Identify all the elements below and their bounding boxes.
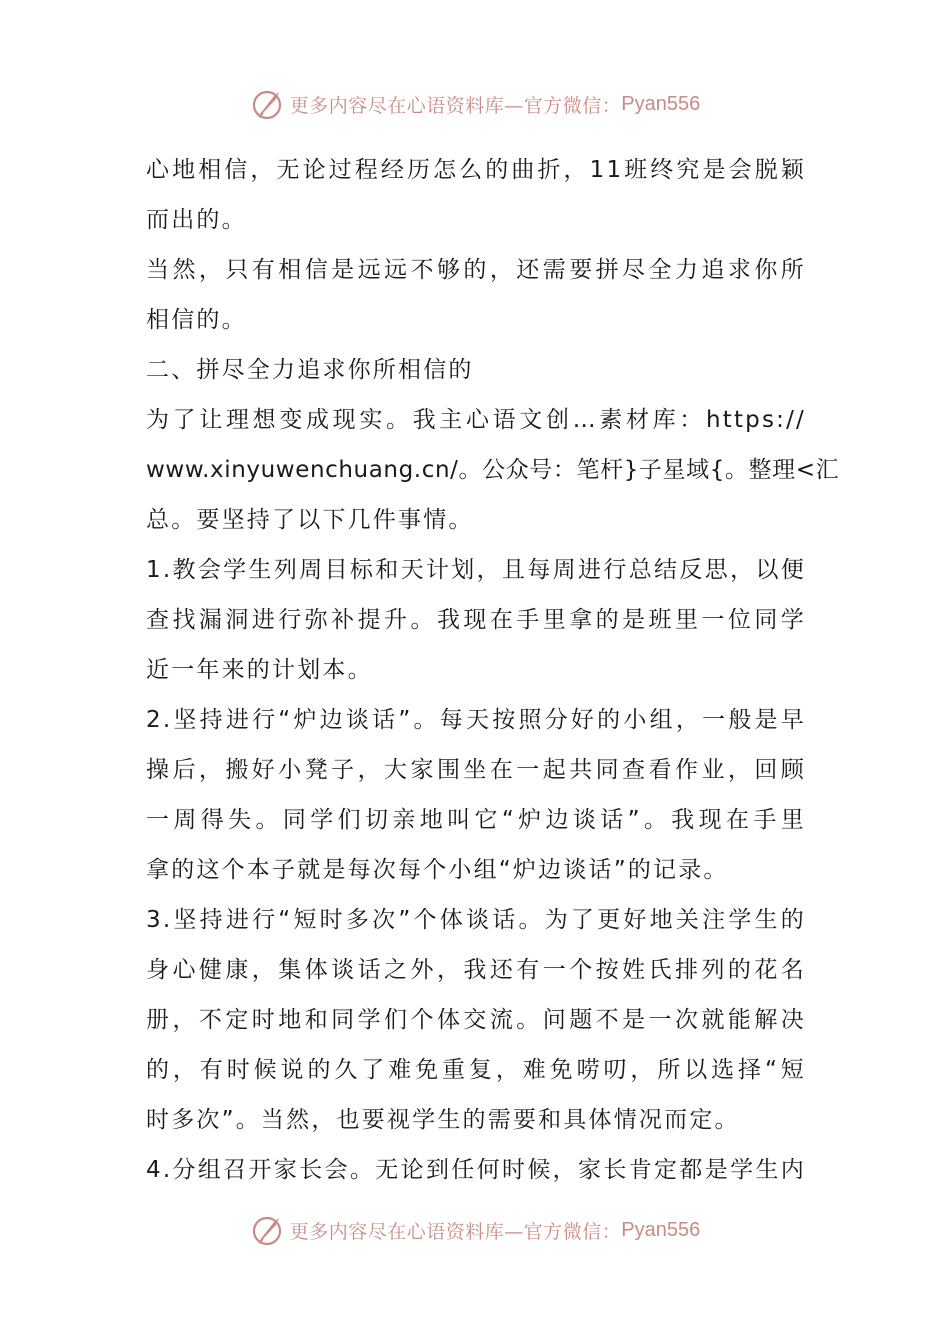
text-line: 近一年来的计划本。 — [146, 657, 373, 683]
text-line: 心地相信，无论过程经历怎么的曲折，11班终究是会脱颖 — [146, 157, 806, 183]
section-heading: 二、拼尽全力追求你所相信的 — [146, 357, 474, 383]
text-line: 2.坚持进行“炉边谈话”。每天按照分好的小组，一般是早 — [146, 707, 806, 733]
text-line: 册，不定时地和同学们个体交流。问题不是一次就能解决 — [146, 1007, 806, 1033]
text-line: 查找漏洞进行弥补提升。我现在手里拿的是班里一位同学 — [146, 607, 806, 633]
quill-logo-icon — [250, 1212, 286, 1248]
text-line: 的，有时候说的久了难免重复，难免唠叨，所以选择“短 — [146, 1057, 806, 1083]
text-line: www.xinyuwenchuang.cn/。公众号：笔杆}子星域{。整理<汇 — [146, 457, 840, 483]
header-watermark — [0, 84, 950, 124]
quill-logo-icon — [250, 86, 286, 122]
text-line: 为了让理想变成现实。我主心语文创…素材库：https:// — [146, 407, 806, 433]
text-line: 一周得失。同学们切亲地叫它“炉边谈话”。我现在手里 — [146, 807, 806, 833]
footer-watermark — [0, 1210, 950, 1250]
watermark-wechat-id: Pyan556 — [621, 92, 701, 115]
document-body — [146, 145, 840, 1195]
watermark-text: 更多内容尽在心语资料库—官方微信： — [289, 94, 622, 117]
text-line: 1.教会学生列周目标和天计划，且每周进行总结反思，以便 — [146, 557, 806, 583]
watermark-wechat-id: Pyan556 — [621, 1218, 701, 1241]
text-line: 而出的。 — [146, 207, 247, 233]
text-line: 操后，搬好小凳子，大家围坐在一起共同查看作业，回顾 — [146, 757, 806, 783]
text-line: 当然，只有相信是远远不够的，还需要拼尽全力追求你所 — [146, 257, 806, 283]
text-line: 身心健康，集体谈话之外，我还有一个按姓氏排列的花名 — [146, 957, 806, 983]
watermark-text: 更多内容尽在心语资料库—官方微信： — [289, 1220, 622, 1243]
text-line: 4.分组召开家长会。无论到任何时候，家长肯定都是学生内 — [146, 1157, 806, 1183]
text-line: 3.坚持进行“短时多次”个体谈话。为了更好地关注学生的 — [146, 907, 806, 933]
text-line: 总。要坚持了以下几件事情。 — [146, 507, 474, 533]
text-line: 相信的。 — [146, 307, 247, 333]
text-line: 时多次”。当然，也要视学生的需要和具体情况而定。 — [146, 1107, 740, 1133]
text-line: 拿的这个本子就是每次每个小组“炉边谈话”的记录。 — [146, 857, 729, 883]
